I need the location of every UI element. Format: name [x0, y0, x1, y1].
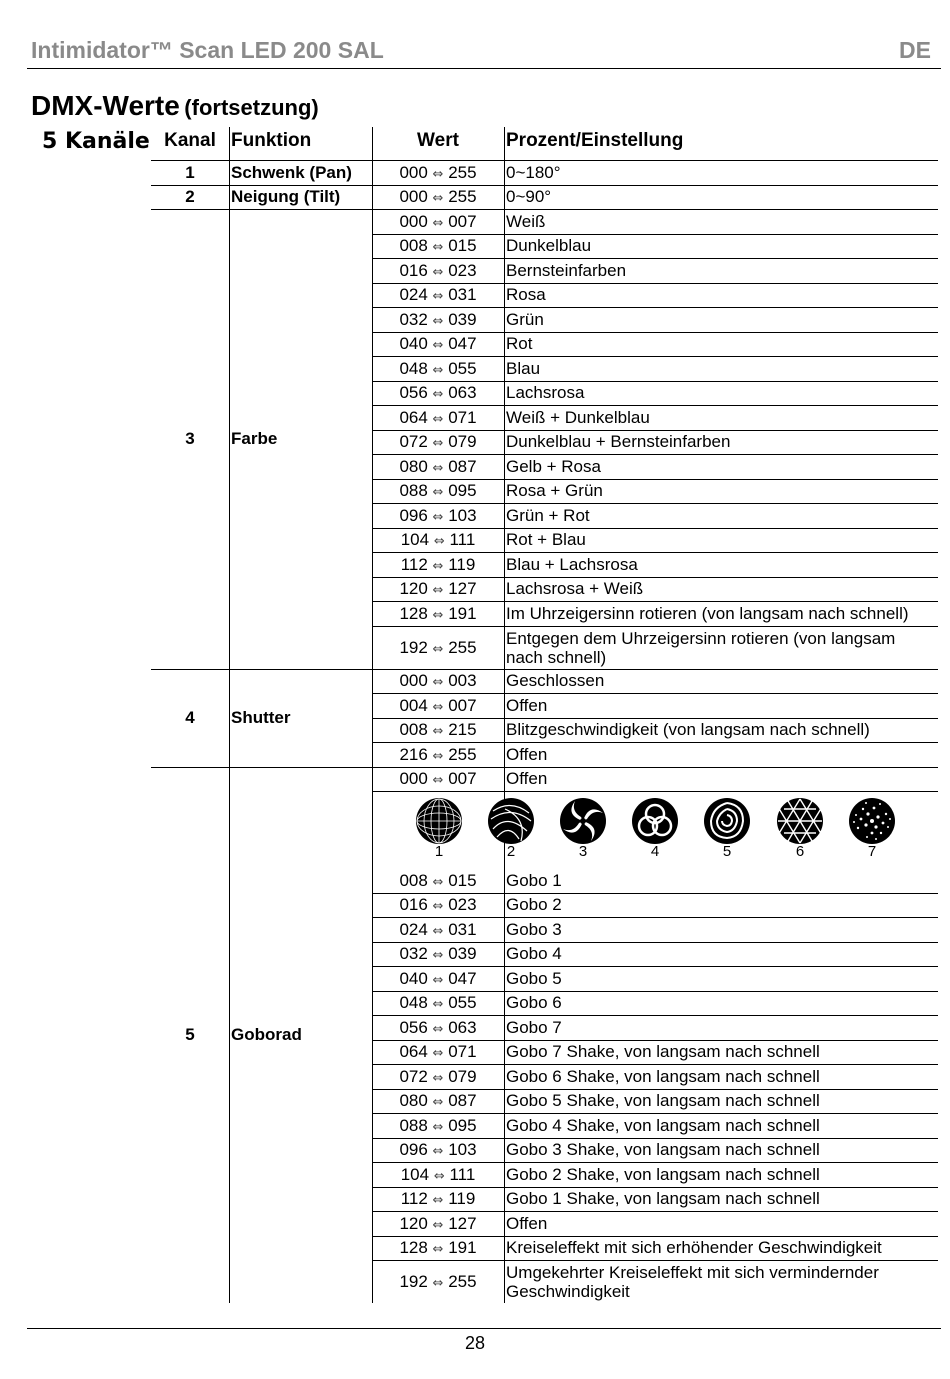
- value-to: 215: [448, 720, 477, 740]
- value-to: 007: [448, 695, 477, 715]
- range-arrow-icon: ⇔: [432, 997, 444, 1013]
- gobo-grid-icon: [415, 797, 463, 845]
- value-to: 127: [448, 1213, 477, 1233]
- dmx-value-range: [372, 506, 504, 527]
- setting-text: Grün + Rot: [506, 505, 590, 525]
- setting-text: Weiß: [506, 211, 546, 231]
- row-rule: [372, 332, 938, 333]
- range-arrow-icon: ⇔: [432, 191, 444, 207]
- value-to: 255: [448, 187, 477, 207]
- range-arrow-icon: ⇔: [432, 362, 444, 378]
- range-arrow-icon: ⇔: [432, 215, 444, 231]
- range-arrow-icon: ⇔: [432, 1193, 444, 1209]
- dmx-value-range: [372, 383, 504, 404]
- value-from: 024: [399, 919, 428, 939]
- value-from: 056: [399, 1017, 428, 1037]
- range-arrow-icon: ⇔: [432, 675, 444, 691]
- dmx-value-range: [372, 481, 504, 502]
- dmx-value-range: [372, 638, 504, 659]
- dmx-value-range: [372, 457, 504, 478]
- gobo-number-label: 6: [795, 843, 805, 860]
- value-to: 111: [449, 1164, 476, 1184]
- range-arrow-icon: ⇔: [432, 1276, 444, 1291]
- range-arrow-icon: ⇔: [432, 972, 444, 988]
- header-language: DE: [899, 37, 931, 63]
- page-number: 28: [464, 1333, 486, 1353]
- row-rule: [372, 1064, 938, 1065]
- value-to: 087: [448, 1091, 477, 1111]
- row-rule: [372, 601, 938, 602]
- row-rule: [372, 1113, 938, 1114]
- dmx-value-range: [372, 163, 504, 184]
- gobo-number-label: 7: [867, 843, 877, 860]
- channel-number: 4: [185, 708, 195, 727]
- dmx-value-range: [372, 530, 504, 551]
- range-arrow-icon: ⇔: [432, 289, 444, 305]
- value-from: 000: [399, 211, 428, 231]
- channel-number: 2: [185, 187, 195, 207]
- dmx-value-range: [372, 993, 504, 1014]
- value-from: 120: [399, 1213, 428, 1233]
- row-rule: [372, 942, 938, 943]
- setting-text: 0~90°: [506, 187, 552, 207]
- dmx-value-range: [372, 871, 504, 892]
- channel-rule: [151, 209, 938, 210]
- setting-text: Gobo 3: [506, 919, 562, 939]
- row-rule: [372, 1260, 938, 1261]
- setting-text: Gobo 1 Shake, von langsam nach schnell: [506, 1189, 820, 1209]
- channel-rule: [151, 767, 938, 768]
- range-arrow-icon: ⇔: [432, 240, 444, 256]
- value-from: 080: [399, 1091, 428, 1111]
- value-to: 087: [448, 456, 477, 476]
- value-to: 031: [448, 285, 477, 305]
- row-rule: [372, 479, 938, 480]
- channel-function: Neigung (Tilt): [231, 187, 341, 207]
- dmx-value-range: [372, 720, 504, 741]
- dmx-value-range: [372, 1067, 504, 1088]
- range-arrow-icon: ⇔: [432, 436, 444, 452]
- setting-text-continued: Geschwindigkeit: [506, 1282, 630, 1301]
- range-arrow-icon: ⇔: [432, 724, 444, 740]
- row-rule: [372, 307, 938, 308]
- range-arrow-icon: ⇔: [432, 338, 444, 354]
- value-from: 000: [399, 671, 428, 691]
- value-to: 063: [448, 383, 477, 403]
- row-rule: [372, 381, 938, 382]
- setting-text: Gobo 2: [506, 895, 562, 915]
- value-from: 040: [399, 968, 428, 988]
- dmx-value-range: [372, 1165, 504, 1186]
- setting-text: Gobo 1: [506, 870, 562, 890]
- dmx-value-range: [372, 1214, 504, 1235]
- row-rule: [372, 405, 938, 406]
- value-from: 024: [399, 285, 428, 305]
- dmx-value-range: [372, 895, 504, 916]
- range-arrow-icon: ⇔: [432, 509, 444, 525]
- range-arrow-icon: ⇔: [432, 1095, 444, 1111]
- channel-rule: [151, 185, 938, 186]
- row-rule: [372, 917, 938, 918]
- value-from: 016: [399, 895, 428, 915]
- value-from: 080: [399, 456, 428, 476]
- dmx-value-range: [372, 944, 504, 965]
- setting-text: Gelb + Rosa: [506, 456, 601, 476]
- gobo-dots-icon: [848, 797, 896, 845]
- value-to: 079: [448, 1066, 477, 1086]
- row-rule: [372, 503, 938, 504]
- dmx-value-range: [372, 285, 504, 306]
- setting-text: Rosa + Grün: [506, 481, 603, 501]
- value-to: 047: [448, 968, 477, 988]
- row-rule: [372, 1089, 938, 1090]
- range-arrow-icon: ⇔: [432, 948, 444, 964]
- setting-text: Weiß + Dunkelblau: [506, 407, 650, 427]
- dmx-value-range: [372, 769, 504, 790]
- setting-text: Grün: [506, 309, 544, 329]
- value-from: 104: [400, 1164, 430, 1184]
- column-divider: [504, 127, 505, 1303]
- channel-function: Shutter: [231, 708, 291, 727]
- range-arrow-icon: ⇔: [432, 1217, 444, 1233]
- dmx-value-range: [372, 555, 504, 576]
- range-arrow-icon: ⇔: [432, 1119, 444, 1135]
- dmx-value-range: [372, 359, 504, 380]
- value-from: 056: [399, 383, 428, 403]
- value-to: 039: [448, 309, 477, 329]
- value-from: 096: [399, 505, 428, 525]
- setting-text: Gobo 4 Shake, von langsam nach schnell: [506, 1115, 820, 1135]
- gobo-lattice-icon: [776, 797, 824, 845]
- value-from: 004: [399, 695, 428, 715]
- column-divider: [229, 127, 230, 1303]
- value-from: 008: [399, 870, 428, 890]
- header-title: Intimidator™ Scan LED 200 SAL: [31, 37, 384, 63]
- value-to: 031: [448, 919, 477, 939]
- setting-text: Rot + Blau: [506, 530, 586, 550]
- header-rule: [27, 68, 941, 69]
- value-to: 095: [448, 1115, 477, 1135]
- value-to: 071: [448, 407, 477, 427]
- range-arrow-icon: ⇔: [432, 899, 444, 915]
- channel-number: 5: [185, 1025, 195, 1045]
- value-from: 000: [399, 162, 428, 182]
- range-arrow-icon: ⇔: [432, 583, 444, 599]
- dmx-value-range: [372, 261, 504, 282]
- value-from: 072: [399, 1066, 428, 1086]
- section-heading-main: DMX-Werte: [31, 90, 180, 121]
- value-from: 128: [399, 603, 428, 623]
- value-from: 008: [399, 236, 428, 256]
- value-to: 255: [448, 1272, 477, 1291]
- value-from: 064: [399, 1042, 428, 1062]
- value-from: 032: [399, 309, 428, 329]
- gobo-number-label: 5: [722, 843, 732, 860]
- dmx-value-range: [372, 604, 504, 625]
- value-to: 191: [448, 603, 477, 623]
- value-from: 000: [399, 769, 428, 789]
- setting-text: Gobo 2 Shake, von langsam nach schnell: [506, 1164, 820, 1184]
- value-from: 096: [399, 1140, 428, 1160]
- range-arrow-icon: ⇔: [432, 699, 444, 715]
- row-rule: [372, 1187, 938, 1188]
- gobo-rose-icon: [703, 797, 751, 845]
- gobo-rings-icon: [631, 797, 679, 845]
- gobo-swirl-lines-icon: [487, 797, 535, 845]
- gobo-number-label: 2: [506, 843, 516, 860]
- value-from: 048: [399, 993, 428, 1013]
- value-to: 255: [448, 637, 477, 657]
- range-arrow-icon: ⇔: [432, 1242, 444, 1258]
- row-rule: [372, 1015, 938, 1016]
- dmx-value-range: [372, 432, 504, 453]
- setting-text: Gobo 4: [506, 944, 562, 964]
- value-to: 191: [448, 1238, 477, 1258]
- value-to: 015: [448, 870, 477, 890]
- setting-text: Umgekehrter Kreiseleffekt mit sich vermindernder: [506, 1263, 879, 1282]
- range-arrow-icon: ⇔: [432, 1046, 444, 1062]
- section-heading-suffix: (fortsetzung): [184, 95, 319, 120]
- setting-text: Offen: [506, 769, 548, 789]
- value-from: 104: [400, 530, 430, 550]
- dmx-value-range: [372, 236, 504, 257]
- gobo-number-label: 1: [434, 843, 444, 860]
- value-from: 088: [399, 481, 428, 501]
- setting-text: Entgegen dem Uhrzeigersinn rotieren (von langsam: [506, 628, 896, 648]
- setting-text: Offen: [506, 1213, 548, 1233]
- value-to: 127: [448, 579, 477, 599]
- value-to: 079: [448, 432, 477, 452]
- row-rule: [372, 234, 938, 235]
- value-from: 128: [399, 1238, 428, 1258]
- range-arrow-icon: ⇔: [432, 460, 444, 476]
- setting-text: Blau: [506, 358, 541, 378]
- dmx-value-range: [372, 1042, 504, 1063]
- setting-text: Gobo 5 Shake, von langsam nach schnell: [506, 1091, 820, 1111]
- channel-function: Farbe: [231, 429, 278, 449]
- dmx-value-range: [372, 1116, 504, 1137]
- value-to: 003: [448, 671, 477, 691]
- value-to: 023: [448, 260, 477, 280]
- header-prozent: Prozent/Einstellung: [506, 130, 684, 151]
- section-heading: [31, 90, 319, 122]
- value-from: 112: [400, 554, 428, 574]
- setting-text: Gobo 5: [506, 968, 562, 988]
- value-from: 192: [399, 1272, 428, 1291]
- range-arrow-icon: ⇔: [432, 166, 444, 182]
- value-from: 192: [399, 637, 428, 657]
- gobo-row-rule: [372, 791, 938, 792]
- row-rule: [372, 528, 938, 529]
- value-from: 008: [399, 720, 428, 740]
- range-arrow-icon: ⇔: [432, 1070, 444, 1086]
- row-rule: [372, 283, 938, 284]
- range-arrow-icon: ⇔: [432, 264, 444, 280]
- header-wert: Wert: [417, 130, 459, 151]
- value-to: 007: [448, 211, 477, 231]
- value-to: 071: [448, 1042, 477, 1062]
- range-arrow-icon: ⇔: [432, 607, 444, 623]
- value-to: 255: [448, 744, 477, 764]
- value-from: 016: [399, 260, 428, 280]
- range-arrow-icon: ⇔: [432, 558, 444, 574]
- setting-text: Dunkelblau + Bernsteinfarben: [506, 432, 731, 452]
- range-arrow-icon: ⇔: [432, 313, 444, 329]
- range-arrow-icon: ⇔: [432, 773, 444, 789]
- dmx-value-range: [372, 212, 504, 233]
- dmx-value-range: [372, 187, 504, 208]
- value-from: 072: [399, 432, 428, 452]
- gobo-number-label: 3: [578, 843, 588, 860]
- value-from: 000: [399, 187, 428, 207]
- dmx-value-range: [372, 310, 504, 331]
- setting-text: Lachsrosa: [506, 383, 585, 403]
- setting-text: Rosa: [506, 285, 546, 305]
- row-rule: [372, 430, 938, 431]
- dmx-value-range: [372, 1018, 504, 1039]
- range-arrow-icon: ⇔: [433, 1168, 445, 1184]
- column-divider: [372, 127, 373, 1303]
- value-from: 088: [399, 1115, 428, 1135]
- header-funktion: Funktion: [231, 130, 312, 151]
- value-to: 103: [448, 1140, 477, 1160]
- dmx-value-range: [372, 408, 504, 429]
- header-kanal: Kanal: [164, 130, 216, 151]
- range-arrow-icon: ⇔: [432, 874, 444, 890]
- value-from: 120: [399, 579, 428, 599]
- row-rule: [372, 1211, 938, 1212]
- channel-function: Goborad: [231, 1025, 302, 1045]
- dmx-value-range: [372, 1189, 504, 1210]
- range-arrow-icon: ⇔: [433, 534, 445, 550]
- setting-text: Gobo 7: [506, 1017, 562, 1037]
- dmx-value-range: [372, 1140, 504, 1161]
- channel-number: 3: [185, 429, 195, 449]
- value-from: 112: [400, 1189, 428, 1209]
- value-to: 055: [448, 358, 477, 378]
- dmx-value-range: [372, 1238, 504, 1259]
- range-arrow-icon: ⇔: [432, 387, 444, 403]
- gobo-spiral-icon: [559, 797, 607, 845]
- value-from: 032: [399, 944, 428, 964]
- row-rule: [372, 1236, 938, 1237]
- setting-text: Gobo 7 Shake, von langsam nach schnell: [506, 1042, 820, 1062]
- range-arrow-icon: ⇔: [432, 1021, 444, 1037]
- range-arrow-icon: ⇔: [432, 748, 444, 764]
- row-rule: [372, 577, 938, 578]
- range-arrow-icon: ⇔: [432, 411, 444, 427]
- value-to: 063: [448, 1017, 477, 1037]
- row-rule: [372, 356, 938, 357]
- setting-text-continued: nach schnell): [506, 647, 607, 667]
- footer-rule: [27, 1328, 941, 1329]
- page-header: [31, 37, 931, 67]
- setting-text: Gobo 6: [506, 993, 562, 1013]
- row-rule: [372, 991, 938, 992]
- value-to: 119: [448, 1189, 476, 1209]
- dmx-value-range: [372, 920, 504, 941]
- gobo-number-label: 4: [650, 843, 660, 860]
- value-to: 111: [449, 530, 476, 550]
- setting-text: Gobo 3 Shake, von langsam nach schnell: [506, 1140, 820, 1160]
- row-rule: [372, 454, 938, 455]
- setting-text: Rot: [506, 334, 533, 354]
- setting-text: Offen: [506, 695, 548, 715]
- value-to: 103: [448, 505, 477, 525]
- channel-number: 1: [185, 162, 195, 182]
- row-rule: [372, 966, 938, 967]
- dmx-value-range: [372, 1272, 504, 1293]
- value-to: 007: [448, 769, 477, 789]
- channel-rule: [151, 669, 938, 670]
- value-to: 023: [448, 895, 477, 915]
- value-to: 039: [448, 944, 477, 964]
- value-to: 255: [448, 162, 477, 182]
- channel-count-heading: 5 Kanäle: [42, 129, 150, 154]
- setting-text: Dunkelblau: [506, 236, 592, 256]
- dmx-value-range: [372, 579, 504, 600]
- dmx-value-range: [372, 696, 504, 717]
- channel-function: Schwenk (Pan): [231, 162, 352, 182]
- header-rule: [151, 160, 938, 161]
- value-from: 048: [399, 358, 428, 378]
- row-rule: [372, 742, 938, 743]
- setting-text: Gobo 6 Shake, von langsam nach schnell: [506, 1066, 820, 1086]
- row-rule: [372, 693, 938, 694]
- value-to: 119: [448, 554, 476, 574]
- setting-text: Im Uhrzeigersinn rotieren (von langsam nach schnell): [506, 603, 909, 623]
- setting-text: Lachsrosa + Weiß: [506, 579, 644, 599]
- row-rule: [372, 1138, 938, 1139]
- row-rule: [372, 552, 938, 553]
- setting-text: Offen: [506, 744, 548, 764]
- range-arrow-icon: ⇔: [432, 641, 444, 657]
- setting-text: Bernsteinfarben: [506, 260, 627, 280]
- range-arrow-icon: ⇔: [432, 1144, 444, 1160]
- value-to: 015: [448, 236, 477, 256]
- setting-text: Blau + Lachsrosa: [506, 554, 638, 574]
- dmx-value-range: [372, 671, 504, 692]
- value-from: 216: [399, 744, 428, 764]
- range-arrow-icon: ⇔: [432, 923, 444, 939]
- dmx-value-range: [372, 745, 504, 766]
- row-rule: [372, 718, 938, 719]
- setting-text: 0~180°: [506, 162, 561, 182]
- row-rule: [372, 258, 938, 259]
- value-to: 095: [448, 481, 477, 501]
- row-rule: [372, 1040, 938, 1041]
- value-from: 064: [399, 407, 428, 427]
- row-rule: [372, 1162, 938, 1163]
- value-to: 055: [448, 993, 477, 1013]
- value-to: 047: [448, 334, 477, 354]
- setting-text: Kreiseleffekt mit sich erhöhender Geschwindigkeit: [506, 1238, 882, 1258]
- row-rule: [372, 893, 938, 894]
- row-rule: [372, 626, 938, 627]
- dmx-value-range: [372, 334, 504, 355]
- dmx-value-range: [372, 969, 504, 990]
- range-arrow-icon: ⇔: [432, 485, 444, 501]
- dmx-value-range: [372, 1091, 504, 1112]
- setting-text: Blitzgeschwindigkeit (von langsam nach schnell): [506, 720, 870, 740]
- setting-text: Geschlossen: [506, 671, 605, 691]
- value-from: 040: [399, 334, 428, 354]
